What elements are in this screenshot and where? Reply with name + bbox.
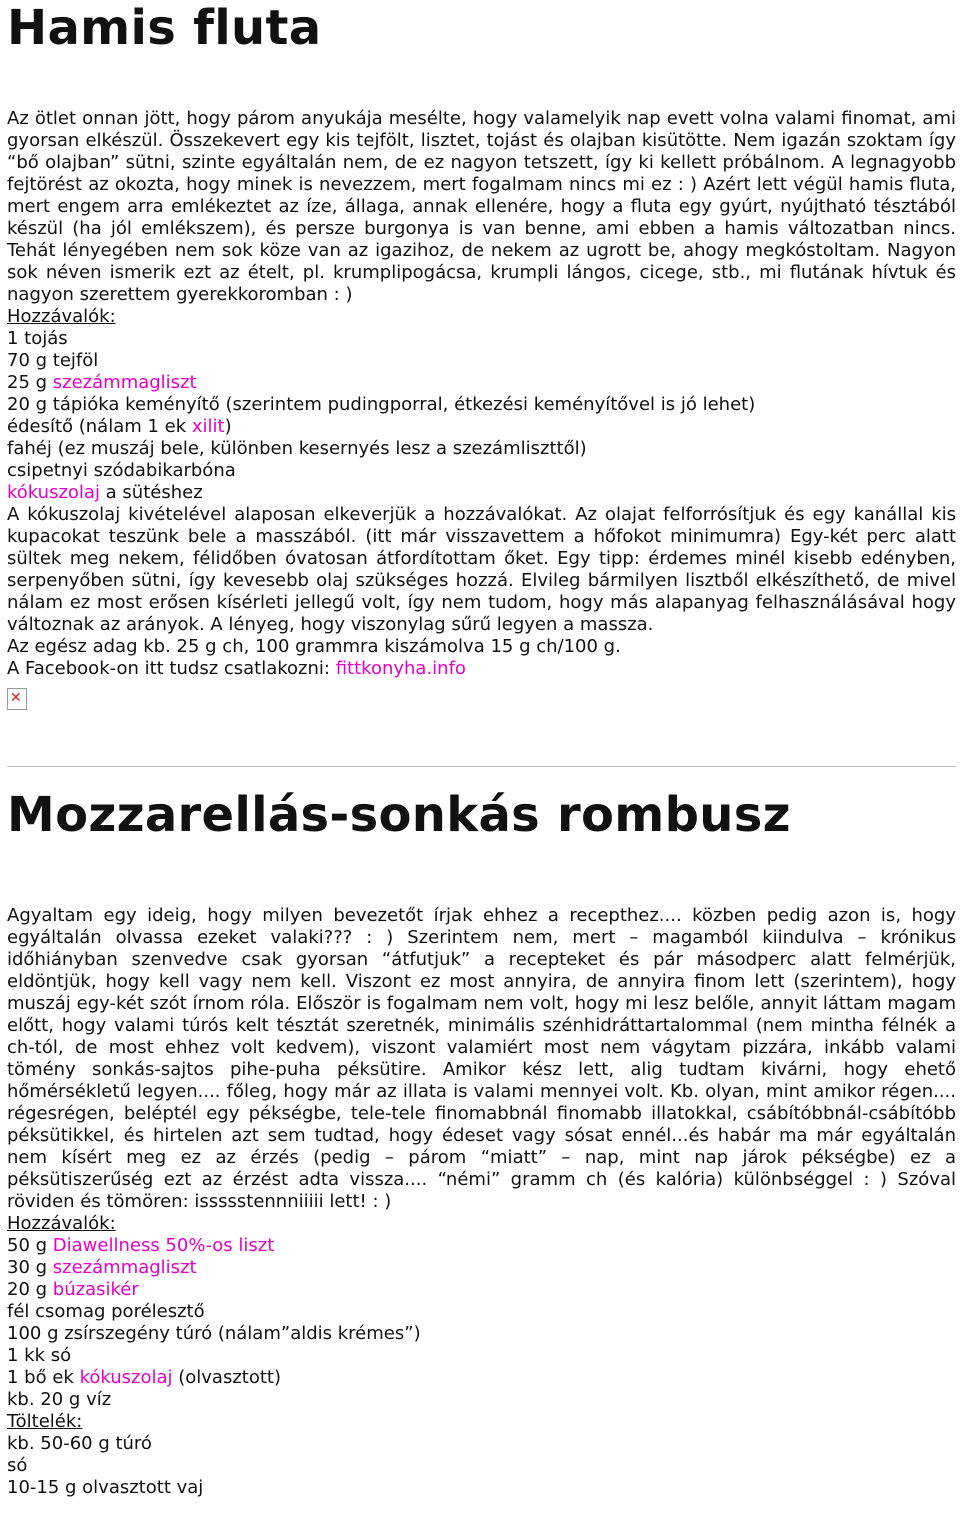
carbs-text: Az egész adag kb. 25 g ch, 100 grammra kiszámolva 15 g ch/100 g.	[7, 636, 621, 657]
ingredient-link[interactable]: kókuszolaj	[7, 482, 100, 503]
ingredient-item	[7, 438, 956, 460]
ingredient-link[interactable]: Diawellness 50%-os liszt	[52, 1235, 275, 1256]
intro-text: Az ötlet onnan jött, hogy párom anyukája mesélte, hogy valamelyik nap evett volna valami finomat, ami gyorsan elkészül. Összekevert egy kis tejfölt, lisztet, tojást és olajban kisütötte. Nem igazán szoktam így “bő olajban” sütni, szinte egyáltalán nem, de ez nagyon tetszett, így ki kellett próbálnom. A legnagyobb fejtörést az okozta, hogy minek is nevezzem, mert fogalmam nincs mi ez : ) Azért lett végül hamis fluta, mert engem arra emlékeztet az íze, állaga, annak ellenére, hogy a fluta egy gyúrt, nyújtható tésztából készül (ha jól emlékszem), és persze burgonya is van benne, ami ebben a hamis változatban nincs. Tehát lényegében nem sok köze van az igazihoz, de nekem az ugrott be, ahogy megkóstoltam. Nagyon sok néven ismerik ezt az ételt, pl. krumplipogácsa, krumpli lángos, cicege, stb., mi flutának hívtuk és nagyon szerettem gyerekkoromban : )	[7, 108, 956, 305]
ingredient-item	[7, 1389, 956, 1411]
ingredient-text: 20 g	[7, 1279, 53, 1300]
ingredients-label: Hozzávalók:	[7, 306, 116, 327]
post-title-2: Mozzarellás-sonkás rombusz	[7, 787, 791, 843]
post-divider	[7, 766, 956, 767]
ingredient-link[interactable]: szezámmagliszt	[52, 372, 197, 393]
ingredient-link[interactable]: szezámmagliszt	[52, 1257, 197, 1278]
ingredient-text-after: a sütéshez	[99, 482, 203, 503]
ingredient-item	[7, 1279, 956, 1301]
ingredient-item	[7, 460, 956, 482]
facebook-link[interactable]: fittkonyha.info	[335, 658, 466, 679]
ingredient-text: 1 kk só	[7, 1345, 72, 1366]
post-title: Hamis fluta	[7, 0, 322, 56]
ingredient-item	[7, 372, 956, 394]
ingredient-item	[7, 1345, 956, 1367]
ingredient-item	[7, 394, 956, 416]
ingredient-link[interactable]: kókuszolaj	[79, 1367, 173, 1388]
facebook-line	[7, 658, 956, 680]
ingredient-text: csipetnyi szódabikarbóna	[7, 460, 236, 481]
ingredient-text: 70 g tejföl	[7, 350, 99, 371]
ingredient-item	[7, 482, 956, 504]
ingredient-text-after: (olvasztott)	[172, 1367, 281, 1388]
ingredient-item	[7, 1301, 956, 1323]
filling-item: 10-15 g olvasztott vaj	[7, 1477, 204, 1498]
ingredient-text: fahéj (ez muszáj bele, különben kesernyés lesz a szezámliszttől)	[7, 438, 587, 459]
ingredient-item	[7, 1235, 956, 1257]
filling-item: kb. 50-60 g túró	[7, 1433, 152, 1454]
ingredients-list	[7, 328, 956, 504]
ingredients-label-2: Hozzávalók:	[7, 1213, 116, 1234]
facebook-text: A Facebook-on itt tudsz csatlakozni:	[7, 658, 336, 679]
ingredient-link[interactable]: xilit	[191, 416, 225, 437]
ingredient-item	[7, 1257, 956, 1279]
filling-list	[7, 1433, 956, 1499]
broken-image-icon	[7, 688, 27, 710]
ingredient-link[interactable]: búzasikér	[52, 1279, 139, 1300]
ingredient-item	[7, 1323, 956, 1345]
method-text: A kókuszolaj kivételével alaposan elkeverjük a hozzávalókat. Az olajat felforrósítjuk és egy kanállal kis kupacokat teszünk bele a masszából. (itt már visszavettem a hőfokot minimumra) Egy-két perc alatt sültek meg nekem, félidőben óvatosan átfordítottam őket. Egy tipp: érdemes minél kisebb edényben, serpenyőben sütni, így kevesebb olaj szükséges hozzá. Elvileg bármilyen lisztből elkészíthető, de mivel nálam ez most erősen kísérleti jellegű volt, így nem tudom, hogy más alapanyag felhasználásával hogy változnak az arányok. A lényeg, hogy viszonylag sűrű legyen a massza.	[7, 504, 956, 635]
ingredient-text: 30 g	[7, 1257, 53, 1278]
filling-item: só	[7, 1455, 28, 1476]
ingredient-text-after: )	[224, 416, 232, 437]
ingredient-text: fél csomag porélesztő	[7, 1301, 205, 1322]
ingredient-item	[7, 1367, 956, 1389]
ingredient-text: 50 g	[7, 1235, 53, 1256]
ingredient-text: 1 bő ek	[7, 1367, 80, 1388]
filling-label: Töltelék:	[7, 1411, 83, 1432]
ingredient-text: 20 g tápióka keményítő (szerintem pudingporral, étkezési keményítővel is jó lehet)	[7, 394, 756, 415]
ingredient-text: 25 g	[7, 372, 53, 393]
ingredient-text: 100 g zsírszegény túró (nálam”aldis krémes”)	[7, 1323, 421, 1344]
ingredient-item	[7, 328, 956, 350]
ingredient-text: 1 tojás	[7, 328, 68, 349]
ingredient-text: édesítő (nálam 1 ek	[7, 416, 192, 437]
ingredient-text: kb. 20 g víz	[7, 1389, 112, 1410]
post-intro	[7, 108, 956, 306]
post-intro-2: Agyaltam egy ideig, hogy milyen bevezetőt írjak ehhez a recepthez.... közben pedig azon is, hogy egyáltalán olvassa ezeket valaki??? : ) Szerintem nem, mert – magamból kiindulva – krónikus időhiányban szenvedve csak gyorsan “átfutjuk” a recepteket és pár másodperc alatt felmérjük, eldöntjük, hogy kell vagy nem kell. Viszont ez most annyira, de annyira finom lett (szerintem), hogy muszáj egy-két szót írnom róla. Először is fogalmam nem volt, hogy mi lesz belőle, annyit láttam magam előtt, hogy valami túrós kelt tésztát szeretnék, minimális szénhidráttartalommal (nem mintha félnék a ch-tól, de most ehhez volt kedvem), viszont valamiért most nem vágytam pizzára, inkább valami tömény sonkás-sajtos pihe-puha péksütire. Amikor kész lett, alig tudtam kivárni, hogy ehető hőmérsékletű legyen.... főleg, hogy már az illata is valami mennyei volt. Kb. olyan, mint amikor régen.... régesrégen, beléptél egy pékségbe, tele-tele finomabbnál finomabb illatokkal, csábítóbbnál-csábítóbb péksütikkel, és hirtelen azt sem tudtad, hogy édeset vagy sósat ennél...és habár ma már egyáltalán nem kísért meg ez az érzés (pedig – párom “miatt” – nap, mint nap járok pékségbe) ez a péksütiszerűség ezt az érzést adta vissza.... “némi” gramm ch (és kalória) különbséggel : ) Szóval röviden és tömören: issssstennniiiii lett! : )	[7, 905, 956, 1212]
ingredient-item	[7, 350, 956, 372]
ingredients-list-2	[7, 1235, 956, 1411]
ingredient-item	[7, 416, 956, 438]
